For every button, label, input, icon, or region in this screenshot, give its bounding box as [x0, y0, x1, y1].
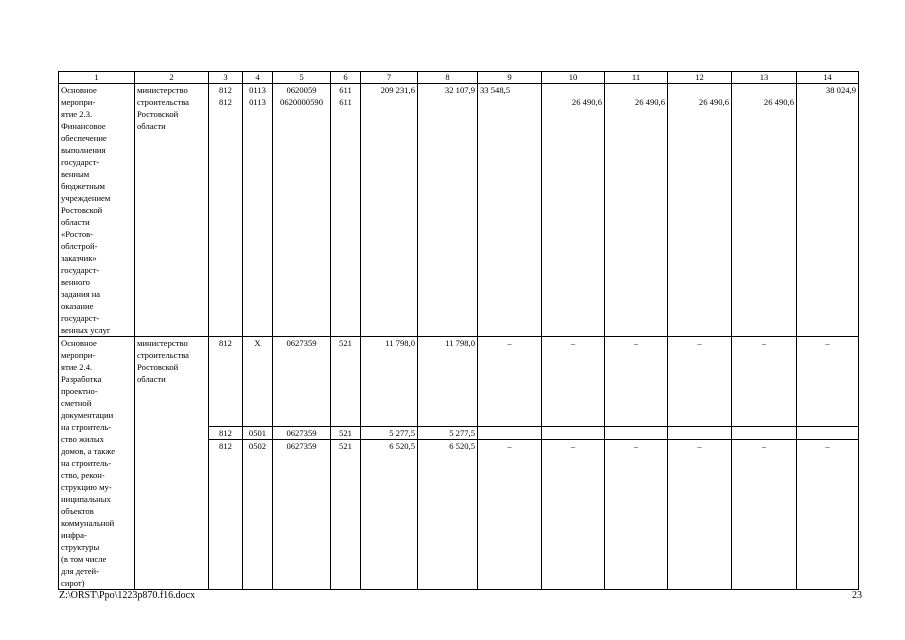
total-amount: 11 798,0 — [361, 337, 418, 427]
year-amount: 5 277,5 — [418, 426, 478, 440]
year-amount — [542, 426, 605, 440]
year-amount — [668, 426, 732, 440]
year-amount: 6 520,5 — [418, 440, 478, 590]
section-code: 0113 0113 — [243, 84, 273, 337]
section-code: 0502 — [243, 440, 273, 590]
year-amount: 26 490,6 — [698, 97, 729, 107]
year-amount: 32 107,9 — [418, 84, 478, 337]
year-amount: 38 024,9 — [797, 84, 859, 337]
executor: министерство строительства Ростовской области — [135, 84, 209, 337]
grbs-code: 812 812 — [209, 84, 243, 337]
budget-table — [58, 71, 859, 590]
grbs-code: 812 — [209, 440, 243, 590]
header-cell: 14 — [797, 72, 859, 84]
header-cell: 4 — [243, 72, 273, 84]
year-amount: – — [797, 440, 859, 590]
year-amount — [605, 426, 668, 440]
year-amount-cell — [732, 84, 797, 337]
target-article: 0620059 0620000590 — [273, 84, 331, 337]
page-number: 23 — [852, 590, 862, 601]
header-cell: 1 — [59, 72, 135, 84]
year-amount: – — [605, 337, 668, 427]
year-amount: 33 548,5 — [478, 84, 542, 337]
year-amount: – — [478, 337, 542, 427]
header-cell: 5 — [273, 72, 331, 84]
grbs-code: 812 — [209, 337, 243, 427]
year-amount-cell — [605, 84, 668, 337]
target-article: 0627359 — [273, 337, 331, 427]
executor: министерство строительства Ростовской области — [135, 337, 209, 590]
year-amount-cell — [542, 84, 605, 337]
year-amount: – — [668, 440, 732, 590]
header-cell: 7 — [361, 72, 418, 84]
year-amount-cell — [668, 84, 732, 337]
year-amount: – — [797, 337, 859, 427]
header-cell: 9 — [478, 72, 542, 84]
header-row — [59, 72, 859, 84]
header-cell: 3 — [209, 72, 243, 84]
header-cell: 10 — [542, 72, 605, 84]
expense-type: 611 611 — [331, 84, 361, 337]
year-amount: – — [732, 440, 797, 590]
section-code: 0501 — [243, 426, 273, 440]
header-cell: 13 — [732, 72, 797, 84]
total-amount: 209 231,6 — [361, 84, 418, 337]
year-amount: – — [732, 337, 797, 427]
year-amount: – — [605, 440, 668, 590]
header-cell: 2 — [135, 72, 209, 84]
grbs-code: 812 — [209, 426, 243, 440]
measure-name: Основное меропри- ятие 2.3. Финансовое обеспечение выполнения государст- венным бюджетным учреждением Ростовской области «Ростов- облстрой- заказчик» государст- венного задания на оказание государст- венных услуг — [59, 84, 135, 337]
expense-type: 521 — [331, 440, 361, 590]
header-cell: 6 — [331, 72, 361, 84]
header-cell: 11 — [605, 72, 668, 84]
year-amount: 26 490,6 — [571, 97, 602, 107]
section-code: X — [243, 337, 273, 427]
year-amount — [478, 426, 542, 440]
year-amount: 26 490,6 — [634, 97, 665, 107]
year-amount: – — [668, 337, 732, 427]
year-amount: – — [542, 440, 605, 590]
file-path: Z:\ORST\Ppo\1223p870.f16.docx — [59, 590, 196, 601]
measure-name: Основное меропри- ятие 2.4. Разработка проектно- сметной документации на строитель- ство жилых домов, а также на строитель- ство, рекон- струкцию му- ниципальных объектов коммунальной инфра- структуры (в том числе для детей- сирот) — [59, 337, 135, 590]
year-amount: – — [478, 440, 542, 590]
header-cell: 8 — [418, 72, 478, 84]
target-article: 0627359 — [273, 440, 331, 590]
header-cell: 12 — [668, 72, 732, 84]
year-amount: 26 490,6 — [763, 97, 794, 107]
expense-type: 521 — [331, 426, 361, 440]
year-amount — [732, 426, 797, 440]
table-row — [59, 84, 859, 337]
year-amount: – — [542, 337, 605, 427]
total-amount: 5 277,5 — [361, 426, 418, 440]
year-amount — [797, 426, 859, 440]
total-amount: 6 520,5 — [361, 440, 418, 590]
table-row — [59, 337, 859, 427]
expense-type: 521 — [331, 337, 361, 427]
year-amount: 11 798,0 — [418, 337, 478, 427]
target-article: 0627359 — [273, 426, 331, 440]
